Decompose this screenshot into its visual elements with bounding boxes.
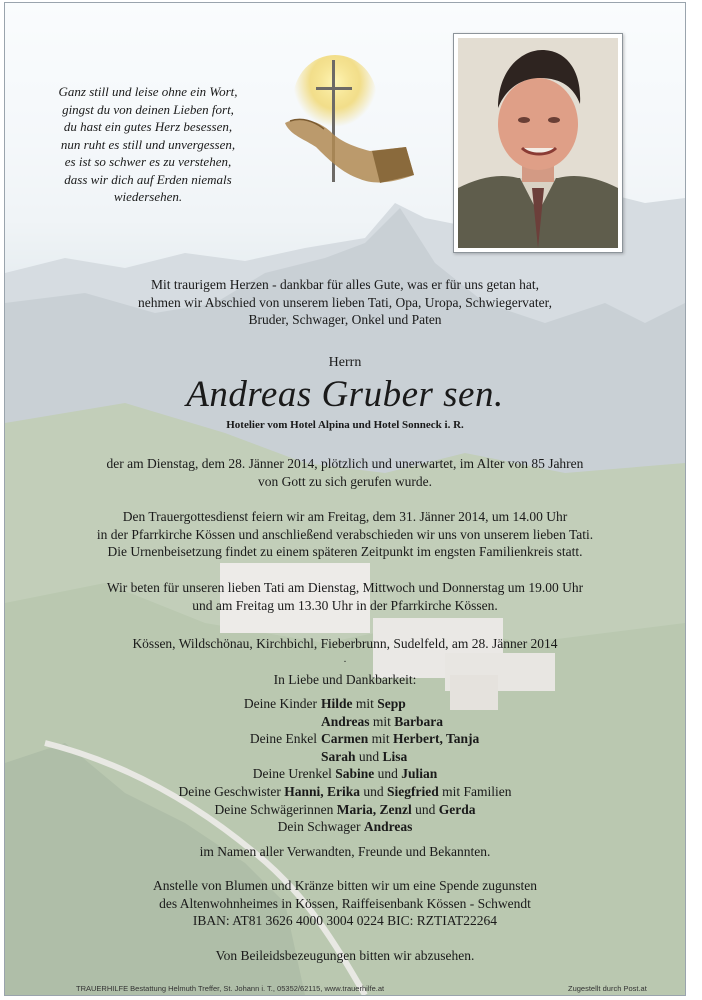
family-label: Deine Schwägerinnen (214, 801, 337, 817)
poem-line: wiedersehen. (113, 189, 183, 204)
deceased-name: Andreas Gruber sen. (186, 374, 504, 415)
service-line: in der Pfarrkirche Kössen und anschließend verabschieden wir uns von unserem lieben Tati. (96, 526, 594, 542)
poem-line: du hast ein gutes Herz besessen, (63, 119, 233, 134)
family-row-kinder: Deine Kinder Hilde mit Sepp (243, 696, 406, 711)
family-row-urenkel: Deine Urenkel Sabine und Julian (252, 766, 438, 782)
service-info (5, 508, 685, 561)
family-list (5, 695, 685, 836)
family-member: Hanni, Erika (284, 783, 360, 799)
on-behalf-text: im Namen aller Verwandten, Freunde und Bekannten. (199, 844, 491, 859)
death-notice-line: von Gott zu sich gerufen wurde. (258, 473, 432, 489)
in-love-heading: In Liebe und Dankbarkeit: (273, 672, 417, 687)
family-row-geschwister: Deine Geschwister Hanni, Erika und Siegfried mit Familien (178, 783, 512, 799)
poem-line: es ist so schwer es zu verstehen, (64, 154, 232, 169)
family-member: Carmen (321, 731, 369, 747)
death-notice-line: der am Dienstag, dem 28. Jänner 2014, plötzlich und unerwartet, im Alter von 85 Jahren (106, 456, 584, 471)
donation-request (5, 877, 685, 930)
intro-line: Bruder, Schwager, Onkel und Paten (248, 312, 442, 327)
footer-delivery: Zugestellt durch Post.at (568, 984, 647, 993)
family-member: Lisa (382, 748, 408, 764)
family-label: Deine Kinder (243, 696, 317, 711)
separator-dot: . (343, 654, 347, 665)
portrait-photo (458, 38, 618, 248)
donation-line: IBAN: AT81 3626 4000 3004 0224 BIC: RZTIAT22264 (192, 913, 498, 928)
family-member: Herbert, Tanja (393, 731, 480, 747)
family-row-schwager (5, 818, 685, 836)
family-label: Deine Geschwister (178, 783, 285, 799)
family-row-kinder-2: Andreas mit Barbara (321, 713, 444, 729)
places-date: Kössen, Wildschönau, Kirchbichl, Fieberbrunn, Sudelfeld, am 28. Jänner 2014 (132, 636, 558, 651)
prayer-info (5, 579, 685, 614)
condolence-note: Von Beileidsbezeugungen bitten wir abzusehen. (215, 948, 475, 963)
family-member: Barbara (394, 713, 444, 729)
family-row-schwaegerinnen: Deine Schwägerinnen Maria, Zenzl und Gerda (214, 801, 476, 817)
occupation-subtitle: Hotelier vom Hotel Alpina und Hotel Sonneck i. R. (226, 419, 464, 431)
family-member: Siegfried (387, 783, 439, 799)
family-member: Maria, Zenzl (336, 801, 412, 817)
family-label: Deine Enkel (249, 731, 317, 747)
obituary-card (4, 2, 686, 996)
intro-text (5, 276, 685, 329)
poem (23, 83, 273, 206)
poem-line: gingst du von deinen Lieben fort, (62, 101, 234, 117)
family-member: Sepp (377, 696, 406, 711)
intro-line: Mit traurigem Herzen - dankbar für alles Gute, was er für uns getan hat, (151, 277, 539, 292)
cross-hands-icon (280, 55, 420, 200)
family-member: Andreas (321, 713, 370, 729)
prayer-line: Wir beten für unseren lieben Tati am Dienstag, Mittwoch und Donnerstag um 19.00 Uhr (106, 580, 584, 595)
family-row-enkel: Deine Enkel Carmen mit Herbert, Tanja (249, 731, 480, 747)
poem-line: Ganz still und leise ohne ein Wort, (58, 84, 238, 99)
prayer-line: und am Freitag um 13.30 Uhr in der Pfarrkirche Kössen. (192, 597, 498, 613)
family-member: Sarah (321, 748, 356, 764)
service-line: Die Urnenbeisetzung findet zu einem späteren Zeitpunkt im engsten Familienkreis statt. (107, 544, 583, 559)
family-member: Hilde (321, 696, 353, 711)
family-member: Sabine (335, 766, 375, 782)
family-label: Deine Urenkel (252, 766, 336, 782)
family-row-enkel-2: Sarah und Lisa (321, 748, 408, 764)
portrait-frame (453, 33, 623, 253)
donation-line: des Altenwohnheimes in Kössen, Raiffeisenbank Kössen - Schwendt (159, 895, 531, 911)
family-label: Dein Schwager (277, 819, 364, 835)
poem-line: nun ruht es still und unvergessen, (60, 136, 236, 152)
service-line: Den Trauergottesdienst feiern wir am Freitag, dem 31. Jänner 2014, um 14.00 Uhr (122, 509, 568, 524)
poem-line: dass wir dich auf Erden niemals (64, 171, 232, 187)
family-member: Andreas (363, 819, 413, 835)
salutation: Herrn (328, 355, 362, 370)
family-member: Gerda (438, 801, 476, 817)
footer-undertaker: TRAUERHILFE Bestattung Helmuth Treffer, St. Johann i. T., 05352/62115, www.trauerhilfe.at (76, 984, 385, 993)
intro-line: nehmen wir Abschied von unserem lieben Tati, Opa, Uropa, Schwiegervater, (137, 294, 553, 310)
donation-line: Anstelle von Blumen und Kränze bitten wir um eine Spende zugunsten (153, 878, 537, 893)
death-notice (5, 455, 685, 490)
family-member: Julian (401, 766, 438, 782)
